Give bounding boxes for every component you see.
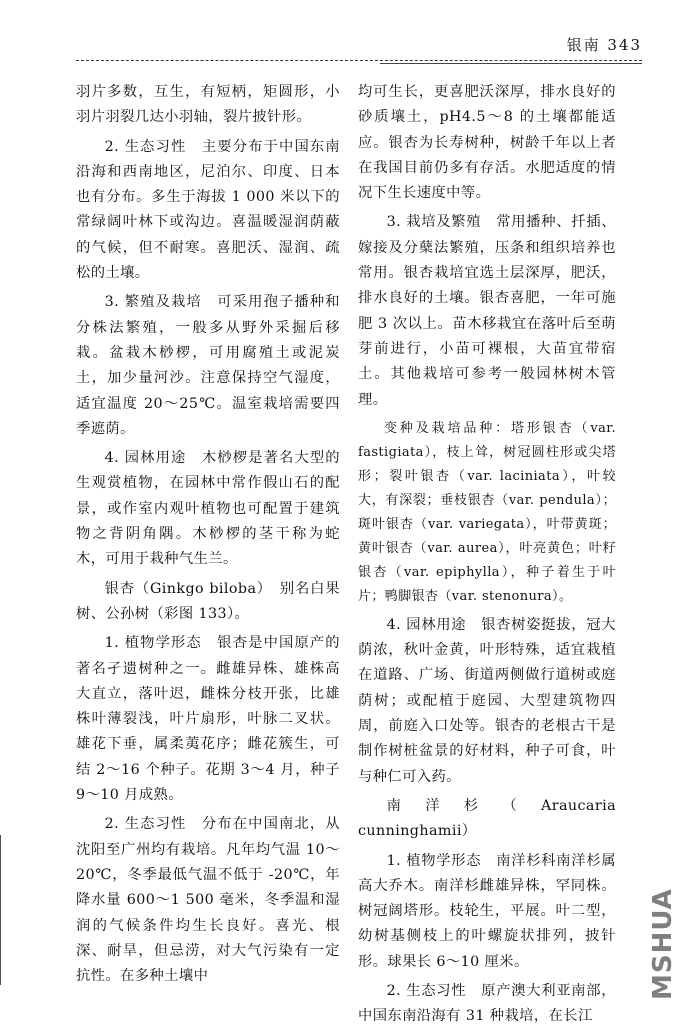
running-head-text: 银南 343 [566,36,642,54]
paragraph-ginkgo-cultivation: 3. 栽培及繁殖 常用播种、扦插、嫁接及分蘖法繁殖，压条和组织培养也常用。银杏栽培宜选土层深厚，肥沃，排水良好的土壤。银杏喜肥，一年可施肥 3 次以上。苗木移栽宜在落叶后至萌芽前进行，小苗可裸根，大苗宜带宿土。其他栽培可参考一般园林树木管理。 [358,214,616,408]
paragraph-ginkgo-morphology: 1. 植物学形态 银杏是中国原产的著名孑遗树种之一。雌雄异株、雄株高大直立，落叶迟，雌株分枝开张，比雄株叶薄裂浅，叶片扇形，叶脉二叉状。雄花下垂，属柔荑花序；雌花簇生，可结 2～16 个种子。花期 3～4 月，种子 9～10 月成熟。 [76,635,340,804]
paragraph-ginkgo-ecology: 2. 生态习性 分布在中国南北，从沈阳至广州均有栽培。凡年均气温 10～20℃，冬季最低气温不低于 -20℃，年降水量 600～1 500 毫米，冬季温和湿润的气候条件均生长良好。喜光、根深、耐旱，但忌涝，对大气污染有一定抗性。在多种土壤中 [76,816,340,985]
paragraph-landscape-use: 4. 园林用途 木桫椤是著名大型的生观赏植物，在园林中常作假山石的配景，或作室内观叶植物也可配置于建筑物之背阴角隅。木桫椤的茎干称为蛇木，可用于栽种气生兰。 [76,450,340,568]
paragraph-propagation: 3. 繁殖及栽培 可采用孢子播种和分株法繁殖，一般多从野外采掘后移栽。盆栽木桫椤，可用腐殖土或泥炭土，加少量河沙。注意保持空气湿度，适宜温度 20～25℃。温室栽培需要四季遮荫。 [76,294,340,437]
header-rule [76,60,642,61]
header-rule-solid [380,63,642,64]
watermark-text: MSHUA [648,888,678,1000]
paragraph-frond-description: 羽片多数，互生，有短柄，矩圆形，小羽片羽裂几达小羽轴，裂片披针形。 [76,84,340,126]
paragraph-ginkgo-ecology-cont: 均可生长，更喜肥沃深厚，排水良好的砂质壤土，pH4.5～8 的土壤都能适应。银杏为长寿树种，树龄千年以上者在我国目前仍多有存活。水肥适度的情况下生长速度中等。 [358,84,616,202]
paragraph-ginkgo-landscape-use: 4. 园林用途 银杏树姿挺拔，冠大荫浓，秋叶金黄，叶形特殊，适宜栽植在道路、广场、街道两侧做行道树或庭荫树；或配植于庭园、大型建筑物四周，前庭入口处等。银杏的老根古干是制作树桩盆景的好材料，种子可食，叶与种仁可入药。 [358,616,616,785]
scan-edge-mark [0,835,7,985]
paragraph-araucaria-morphology: 1. 植物学形态 南洋杉科南洋杉属高大乔木。南洋杉雌雄异株，罕同株。树冠阔塔形。枝轮生，平展。叶二型，幼树基侧枝上的叶螺旋状排列，披针形。球果长 6～10 厘米。 [358,852,616,970]
left-column [76,80,340,993]
paragraph-araucaria-ecology: 2. 生态习性 原产澳大利亚南部，中国东南沿海有 31 种栽培，在长江 [358,983,616,1025]
paragraph-ecology: 2. 生态习性 主要分布于中国东南沿海和西南地区，尼泊尔、印度、日本也有分布。多生于海拔 1 000 米以下的常绿阔叶林下或沟边。喜温暖湿润荫蔽的气候，但不耐寒。喜肥沃、湿润、疏松的土壤。 [76,138,340,282]
entry-heading-araucaria: 南洋杉（Araucaria cunninghamii） [358,797,616,840]
running-header [40,34,642,58]
entry-heading-ginkgo: 银杏（Ginkgo biloba） 别名白果树、公孙树（彩图 133）。 [76,580,340,622]
paragraph-ginkgo-varieties: 变种及栽培品种：塔形银杏（var. fastigiata），枝上耸，树冠圆柱形或尖塔形；裂叶银杏（var. laciniata），叶较大，有深裂；垂枝银杏（var. pendula）；斑叶银杏（var. variegata），叶带黄斑；黄叶银杏（var. aurea），叶亮黄色；叶籽银杏（var. epiphylla），种子着生于叶片；鸭脚银杏（var. stenonura）。 [358,420,616,604]
right-column [358,80,616,1034]
